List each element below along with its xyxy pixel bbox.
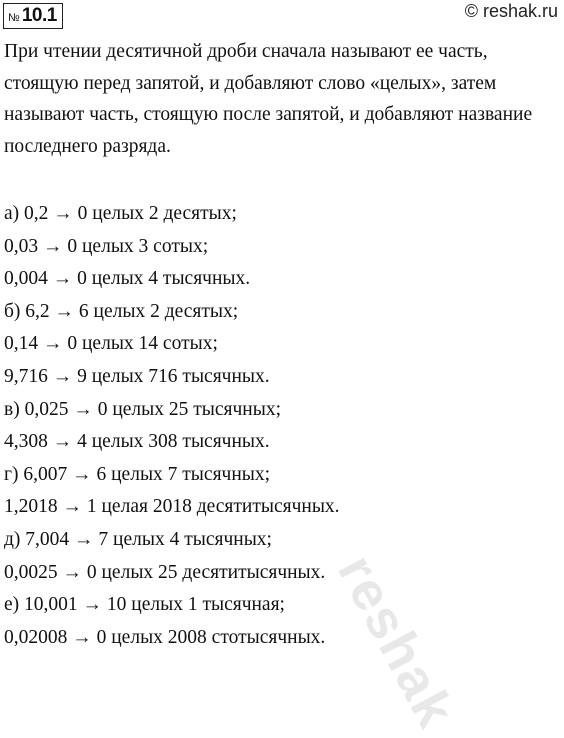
answer-line: д) 7,004 → 7 целых 4 тысячных; [4, 528, 272, 550]
answer-line: б) 6,2 → 6 целых 2 десятых; [4, 300, 239, 322]
header [0, 0, 564, 32]
answer-line: 0,02008 → 0 целых 2008 стотысячных. [4, 626, 326, 648]
answer-line: в) 0,025 → 0 целых 25 тысячных; [4, 398, 282, 420]
answer-line: 0,14 → 0 целых 14 сотых; [4, 333, 218, 355]
task-number-prefix: № [8, 12, 20, 24]
task-number: 10.1 [21, 5, 57, 26]
intro-text: При чтении десятичной дроби сначала называют ее часть, стоящую перед запятой, и добавляют слово «целых», затем называют часть, стоящую после запятой, и добавляют название последнего разряда. [4, 41, 533, 157]
answer-line: 9,716 → 9 целых 716 тысячных. [4, 365, 270, 387]
answer-line: 0,0025 → 0 целых 25 десятитысячных. [4, 561, 326, 583]
intro-paragraph [4, 36, 560, 162]
answer-line: 4,308 → 4 целых 308 тысячных. [4, 431, 270, 453]
answer-line: 0,03 → 0 целых 3 сотых; [4, 235, 209, 257]
task-number-badge [3, 3, 63, 29]
source-credit: © reshak.ru [464, 1, 558, 21]
answer-line: г) 6,007 → 6 целых 7 тысячных; [4, 463, 271, 485]
answer-list [4, 198, 560, 654]
answer-line: а) 0,2 → 0 целых 2 десятых; [4, 203, 237, 224]
watermark: reshak [326, 545, 467, 738]
answer-line: е) 10,001 → 10 целых 1 тысячная; [4, 594, 285, 616]
answer-line: 1,2018 → 1 целая 2018 десятитысячных. [4, 496, 340, 518]
answer-line: 0,004 → 0 целых 4 тысячных. [4, 268, 251, 290]
